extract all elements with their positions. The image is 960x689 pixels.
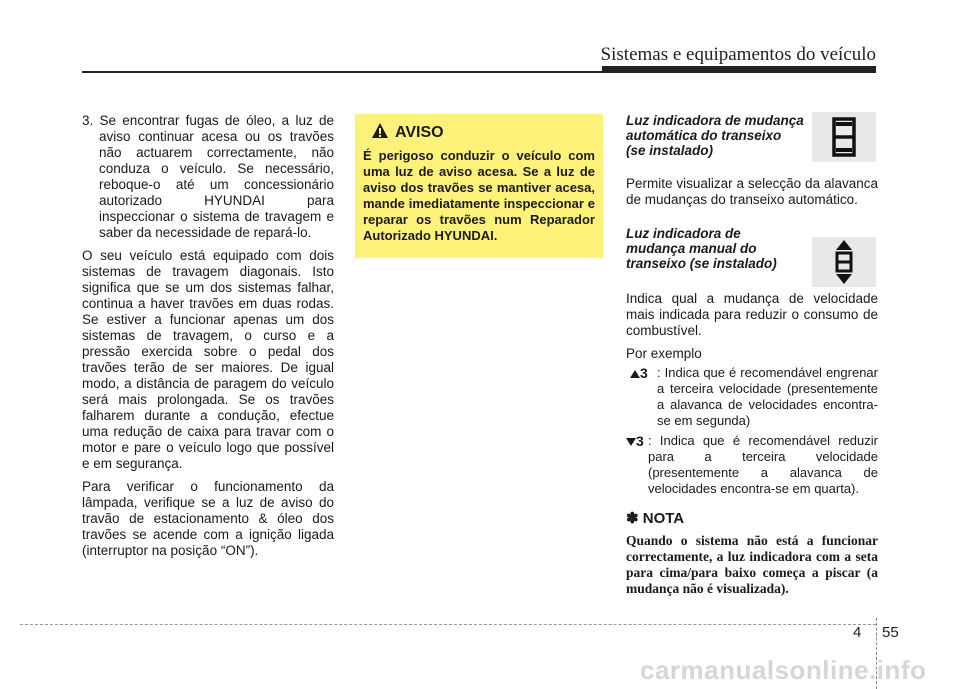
auto-transaxle-indicator-icon [812, 112, 876, 162]
arrow-down-icon [626, 433, 636, 449]
shift-up-glyph: 3 [626, 365, 657, 381]
section-title-line: mudança manual do [626, 241, 757, 256]
warning-body: É perigoso conduzir o veículo com uma luz de aviso acesa. Se a luz de aviso dos travões se mantiver acesa, mande imediatamente inspeccionar e reparar os travões num Reparador Autorizado HYUNDAI. [363, 148, 595, 243]
warning-title: AVISO [395, 124, 444, 141]
list-item-text: Se encontrar fugas de óleo, a luz de aviso continuar acesa ou os travões não actuarem correctamente, não conduza o veículo. Se necessário, reboque-o até um concessionário autorizado HYUNDAI para inspeccionar o sistema de travagem e saber da necessidade de repará-lo. [99, 113, 334, 240]
list-item-number: 3. [82, 113, 94, 128]
section-auto-transaxle-body: Permite visualizar a selecção da alavanca de mudanças do transeixo automático. [626, 176, 878, 207]
section-title-line: (se instalado) [626, 143, 714, 158]
paragraph-lamp-check: Para verificar o funcionamento da lâmpada, verifique se a luz de aviso do travão de estacionamento & óleo dos travões se acende com a ignição ligada (interruptor na posição “ON”). [82, 479, 334, 558]
footer-dashed-rule [20, 624, 876, 625]
header-rule-thick [602, 66, 876, 73]
header-rule-thin [82, 71, 602, 73]
example-label: Por exemplo [626, 346, 702, 361]
warning-triangle-icon [371, 122, 389, 144]
section-title-line: transeixo (se instalado) [626, 256, 777, 271]
example-downshift [626, 433, 878, 497]
example-upshift-text: : Indica que é recomendável engrenar a terceira velocidade (presentemente a alavanca de velocidades encontra-se em segunda) [657, 365, 878, 428]
manual-transaxle-indicator-icon [812, 237, 876, 287]
page-number: 55 [882, 624, 899, 641]
section-title-line: Luz indicadora de [626, 226, 741, 241]
shift-down-glyph: 3 [626, 433, 648, 449]
list-item-3 [82, 113, 334, 241]
note-title: ✽ NOTA [626, 510, 685, 527]
example-upshift [626, 365, 878, 429]
page-header-title: Sistemas e equipamentos do veículo [600, 44, 876, 65]
section-auto-transaxle-title [626, 113, 806, 158]
note-body: Quando o sistema não está a funcionar correctamente, a luz indicadora com a seta para cima/para baixo começa a piscar (a mudança não é visualizada). [626, 533, 878, 596]
warning-box [355, 114, 603, 258]
section-manual-transaxle-body: Indica qual a mudança de velocidade mais indicada para reduzir o consumo de combustível. [626, 291, 878, 338]
left-column [82, 113, 334, 566]
chapter-number: 4 [853, 624, 862, 641]
watermark: carmanualsonline.info [640, 655, 927, 685]
section-title-line: automática do transeixo [626, 128, 782, 143]
arrow-up-icon [630, 365, 640, 381]
section-title-line: Luz indicadora de mudança [626, 113, 804, 128]
right-column [626, 113, 878, 597]
warning-header [371, 122, 595, 144]
paragraph-braking-systems: O seu veículo está equipado com dois sistemas de travagem diagonais. Isto significa que se um dos sistemas falhar, continua a haver travões em duas rodas. Se estiver a funcionar apenas um dos sistemas de travagem, o curso e a pressão exercida sobre o pedal dos travões terão de ser maiores. De igual modo, a distância de paragem do veículo será mais prolongada. Se os travões falharem durante a condução, efectue uma redução de caixa para travar com o motor e pare o veículo logo que possível e em segurança. [82, 248, 334, 471]
section-manual-transaxle-title [626, 226, 806, 271]
example-downshift-text: : Indica que é recomendável reduzir para a terceira velocidade (presentemente a alavanca de velocidades encontra-se em quarta). [648, 433, 878, 496]
